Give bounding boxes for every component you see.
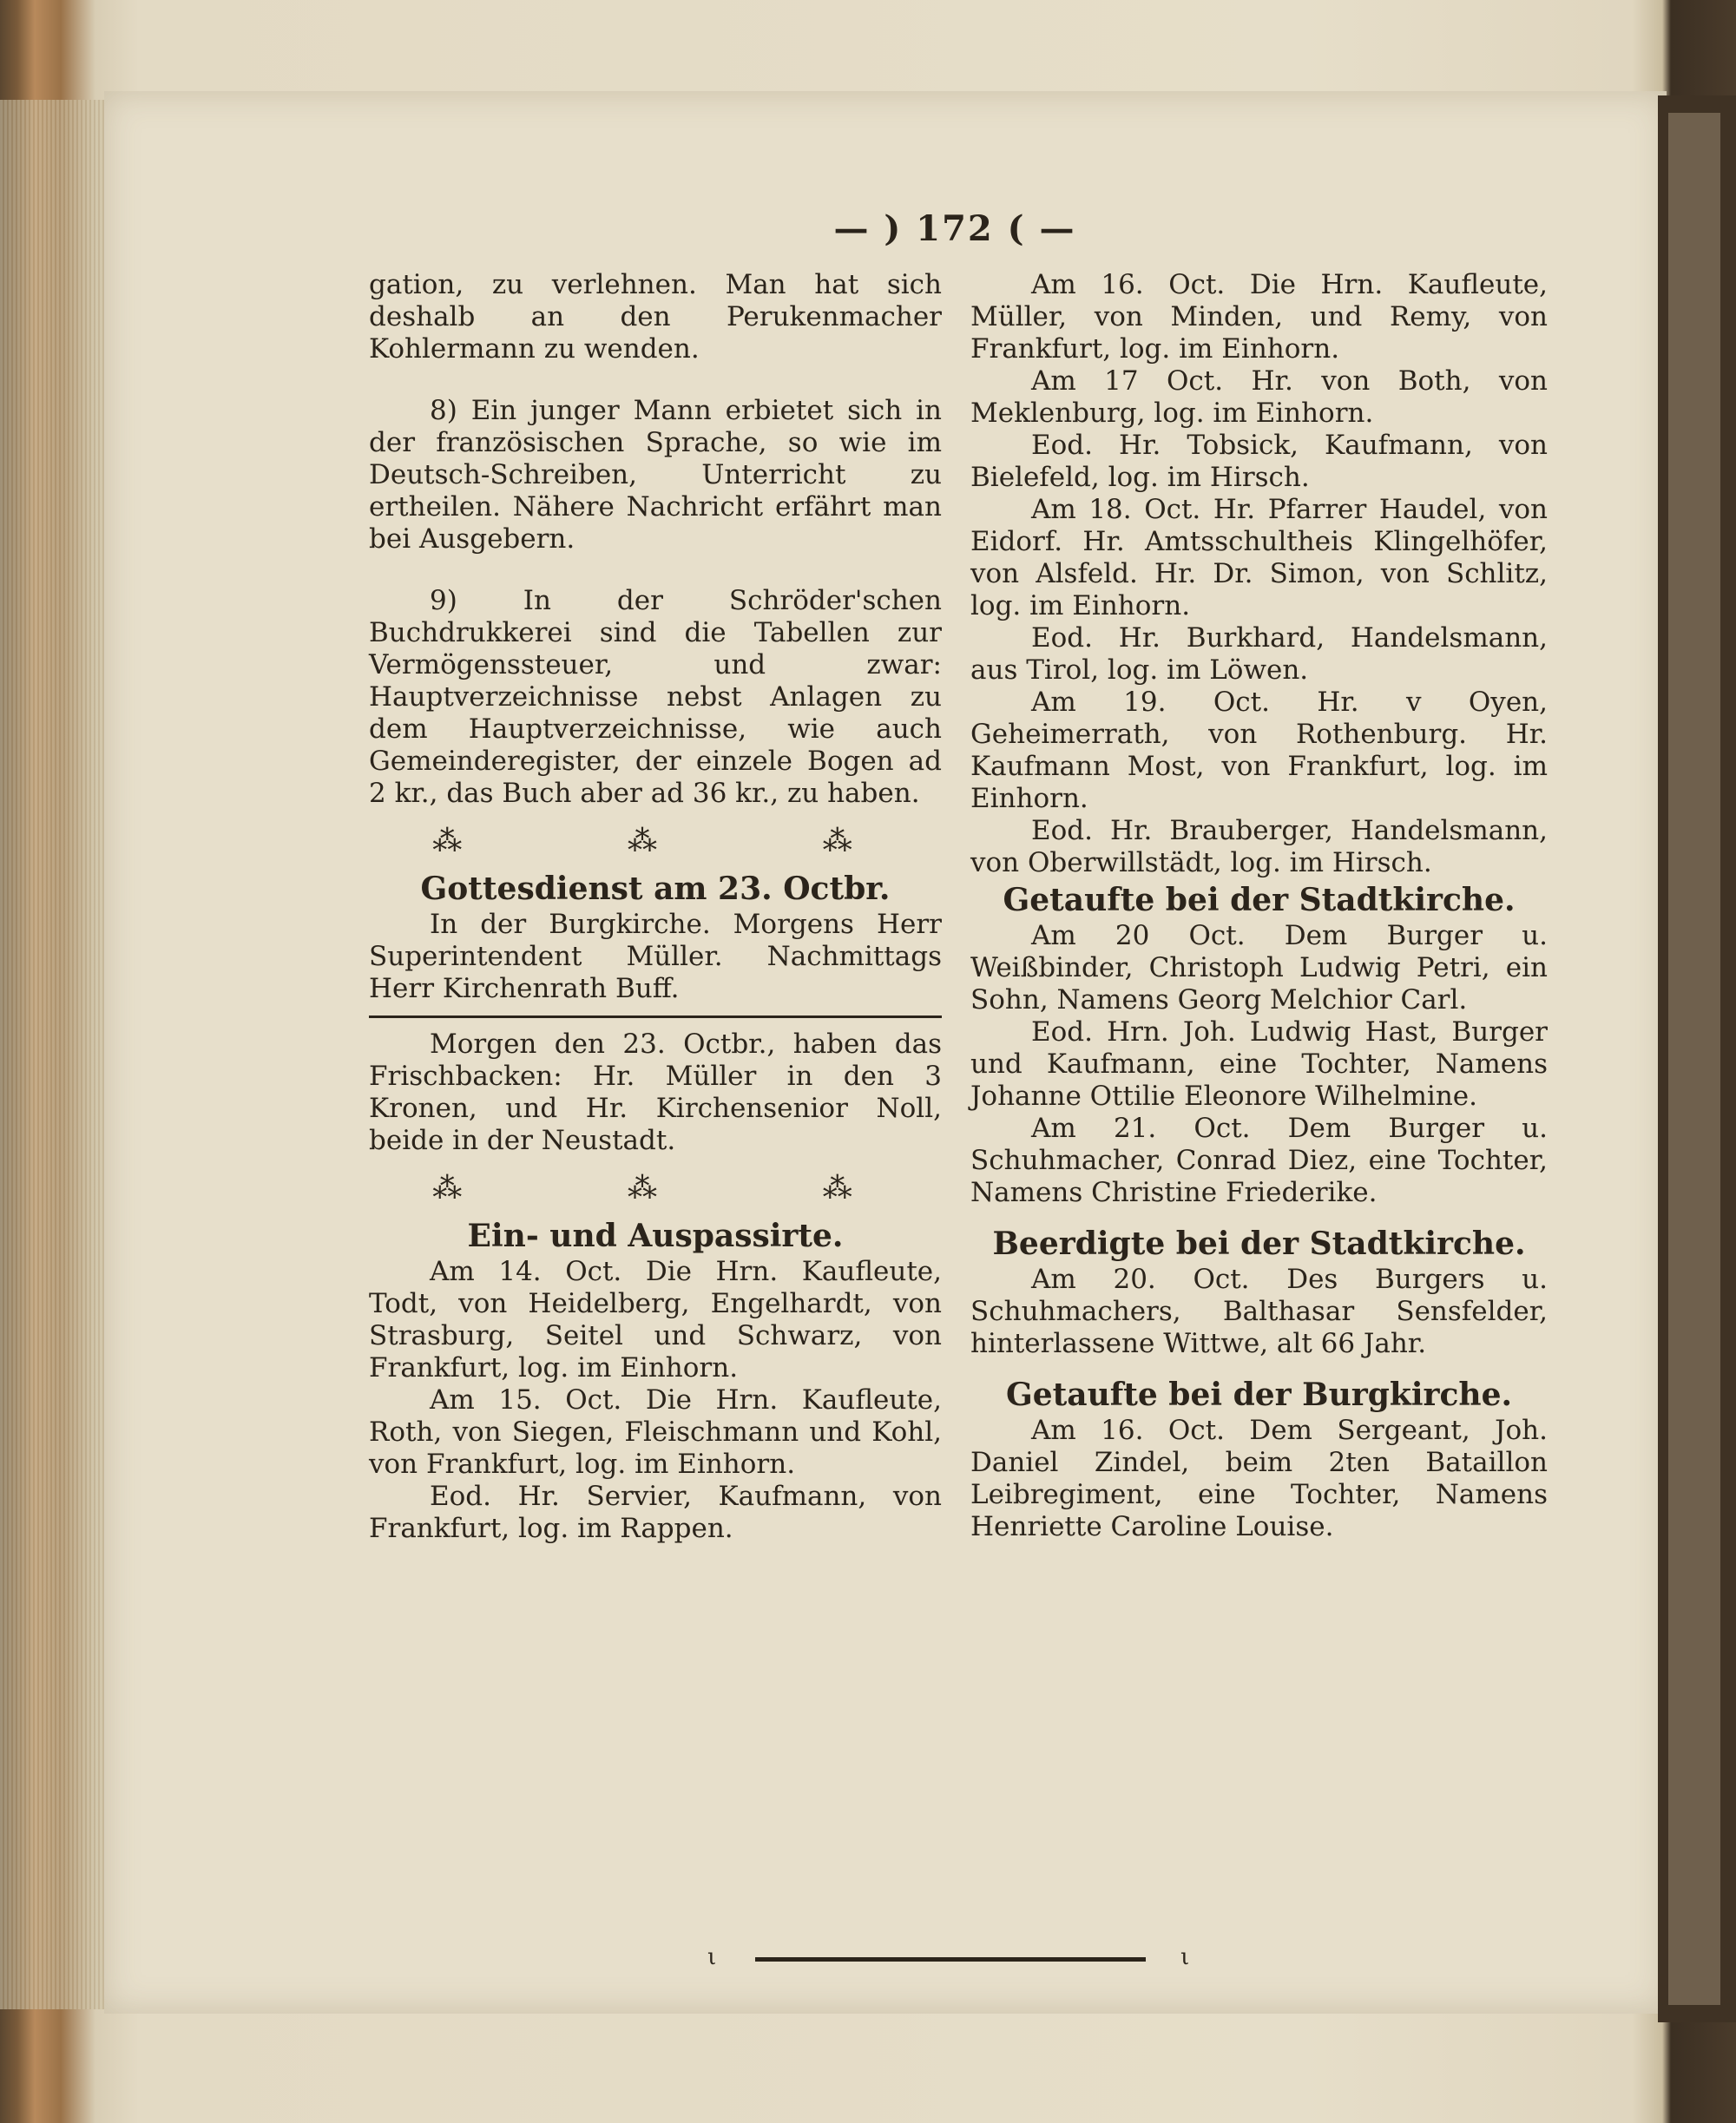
right-page-edge	[1658, 95, 1736, 2022]
right-column	[970, 269, 1548, 1543]
footer-mark: ι	[707, 1944, 717, 1970]
paragraph: Morgen den 23. Octbr., haben das Frischbacken: Hr. Müller in den 3 Kronen, und Hr. Kirchensenior Noll, beide in der Neustadt.	[369, 1029, 942, 1156]
paragraph: Am 20 Oct. Dem Burger u. Weißbinder, Christoph Ludwig Petri, ein Sohn, Namens Georg Melchior Carl.	[970, 920, 1548, 1015]
paragraph: In der Burgkirche. Morgens Herr Superintendent Müller. Nachmittags Herr Kirchenrath Buff.	[369, 909, 942, 1004]
paragraph: Am 19. Oct. Hr. v Oyen, Geheimerrath, von Rothenburg. Hr. Kaufmann Most, von Frankfurt, log. im Einhorn.	[970, 687, 1548, 814]
footer-rule	[755, 1957, 1146, 1962]
page-header: — ) 172 ( —	[833, 208, 1076, 249]
paragraph: Am 17 Oct. Hr. von Both, von Meklenburg, log. im Einhorn.	[970, 365, 1548, 429]
section-heading: Gottesdienst am 23. Octbr.	[420, 871, 891, 907]
section-heading: Beerdigte bei der Stadtkirche.	[992, 1226, 1526, 1262]
paragraph: Am 16. Oct. Dem Sergeant, Joh. Daniel Zindel, beim 2ten Bataillon Leibregiment, eine Tochter, Namens Henriette Caroline Louise.	[970, 1415, 1548, 1542]
paragraph: 9) In der Schröder'schen Buchdrukkerei sind die Tabellen zur Vermögenssteuer, und zwar: Hauptverzeichnisse nebst Anlagen zu dem Hauptverzeichnisse, wie auch Gemeinderegister, der einzele Bogen ad 2 kr., das Buch aber ad 36 kr., zu haben.	[369, 585, 942, 809]
paragraph: Eod. Hr. Tobsick, Kaufmann, von Bielefeld, log. im Hirsch.	[970, 430, 1548, 493]
page-number: 172	[916, 208, 994, 249]
section-heading: Getaufte bei der Stadtkirche.	[1003, 882, 1516, 918]
section-heading: Ein- und Auspassirte.	[467, 1218, 844, 1254]
paragraph: Eod. Hr. Brauberger, Handelsmann, von Oberwillstädt, log. im Hirsch.	[970, 815, 1548, 878]
ornament-stars: ⁂ ⁂ ⁂	[432, 1171, 930, 1206]
footer-mark: ι	[1180, 1944, 1190, 1970]
paragraph: Am 15. Oct. Die Hrn. Kaufleute, Roth, von Siegen, Fleischmann und Kohl, von Frankfurt, log. im Einhorn.	[369, 1384, 942, 1480]
paragraph: Am 20. Oct. Des Burgers u. Schuhmachers, Balthasar Sensfelder, hinterlassene Wittwe, alt 66 Jahr.	[970, 1264, 1548, 1359]
paragraph: Eod. Hrn. Joh. Ludwig Hast, Burger und Kaufmann, eine Tochter, Namens Johanne Ottilie Eleonore Wilhelmine.	[970, 1016, 1548, 1112]
ornament-stars: ⁂ ⁂ ⁂	[432, 824, 930, 858]
paragraph: Am 21. Oct. Dem Burger u. Schuhmacher, Conrad Diez, eine Tochter, Namens Christine Friederike.	[970, 1113, 1548, 1208]
left-column	[369, 269, 942, 1545]
paragraph: Eod. Hr. Burkhard, Handelsmann, aus Tirol, log. im Löwen.	[970, 622, 1548, 686]
paragraph: Am 18. Oct. Hr. Pfarrer Haudel, von Eidorf. Hr. Amtsschultheis Klingelhöfer, von Alsfeld. Hr. Dr. Simon, von Schlitz, log. im Einhorn.	[970, 494, 1548, 621]
paragraph: Am 14. Oct. Die Hrn. Kaufleute, Todt, von Heidelberg, Engelhardt, von Strasburg, Seitel und Schwarz, von Frankfurt, log. im Einhorn.	[369, 1256, 942, 1384]
paragraph: gation, zu verlehnen. Man hat sich deshalb an den Perukenmacher Kohlermann zu wenden.	[369, 269, 942, 365]
section-heading: Getaufte bei der Burgkirche.	[1005, 1377, 1513, 1413]
paragraph: Eod. Hr. Servier, Kaufmann, von Frankfurt, log. im Rappen.	[369, 1481, 942, 1544]
divider	[369, 1015, 942, 1018]
paragraph: 8) Ein junger Mann erbietet sich in der französischen Sprache, so wie im Deutsch-Schreiben, Unterricht zu ertheilen. Nähere Nachricht erfährt man bei Ausgebern.	[369, 395, 942, 555]
paragraph: Am 16. Oct. Die Hrn. Kaufleute, Müller, von Minden, und Remy, von Frankfurt, log. im Einhorn.	[970, 269, 1548, 365]
